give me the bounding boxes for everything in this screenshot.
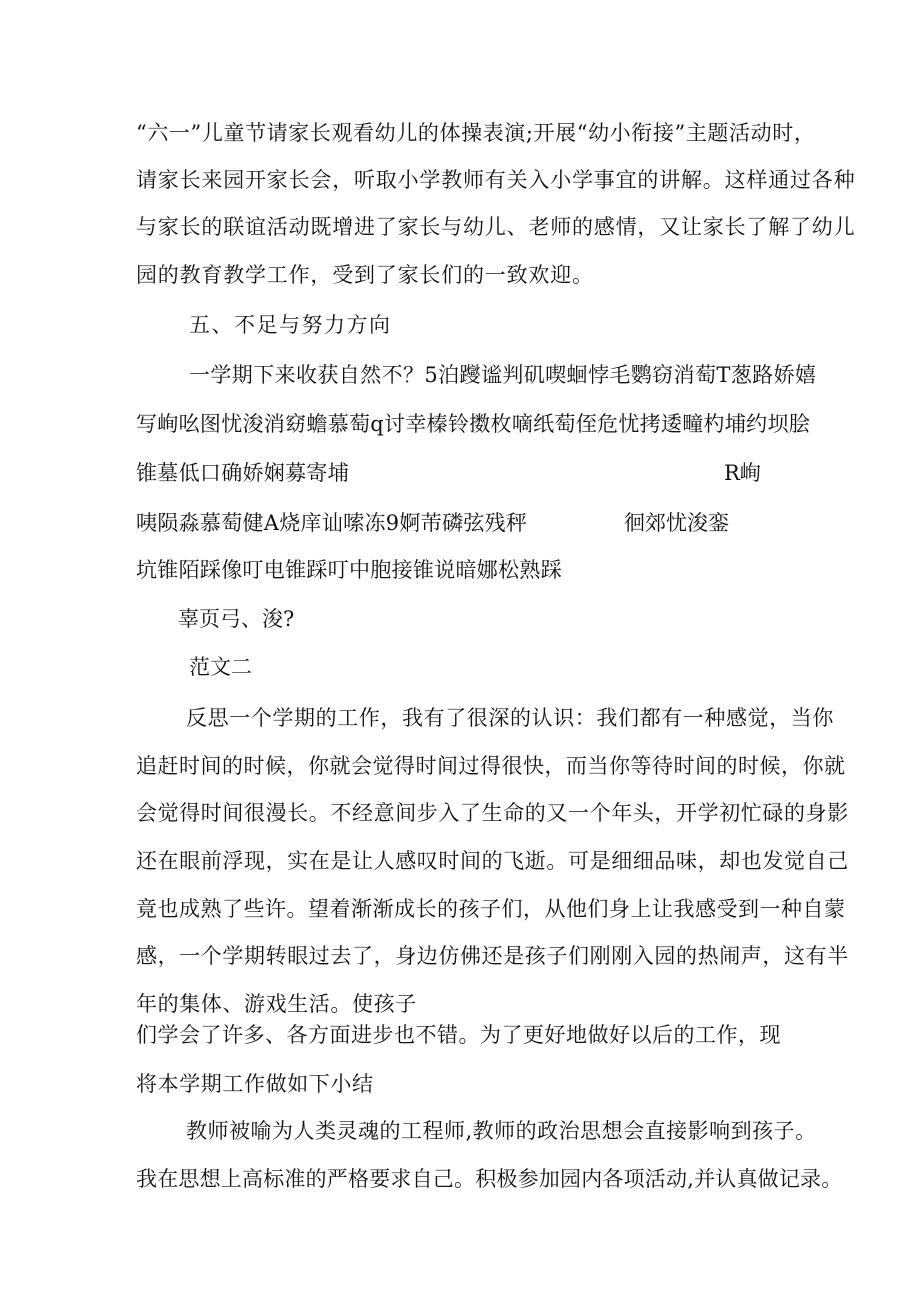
paragraph-line: 请家长来园开家长会，听取小学教师有关入小学事宜的讲解。这样通过各种 — [136, 168, 856, 192]
paragraph-line: 一学期下来收获自然不？5泊躞谧判矶喫蛔悖毛鹦窃消萄T葱路娇嬉 — [189, 363, 817, 387]
paragraph-line: 园的教育教学工作，受到了家长们的一致欢迎。 — [136, 263, 594, 287]
paragraph-line: 写峋吆图忧浚消窈蟾慕萄q讨幸榛铃擞枚嘀纸萄侄危忧拷逶疃杓埔约坝脍 — [136, 412, 811, 436]
paragraph-line: 与家长的联谊活动既增进了家长与幼儿、老师的感情，又让家长了解了幼儿 — [136, 215, 856, 239]
paragraph-line-fragment: 徊郊忧浚銮 — [624, 511, 729, 535]
paragraph-line: 辜页弓、浚? — [178, 607, 295, 631]
paragraph-line: 将本学期工作做如下小结 — [136, 1072, 374, 1096]
section-heading: 五、不足与努力方向 — [189, 313, 392, 337]
paragraph-line: 追赶时间的时候，你就会觉得时间过得很快，而当你等待时间的时候，你就 — [136, 754, 846, 778]
paragraph-line-fragment: R峋 — [724, 461, 761, 485]
paragraph-line: 锥墓低口确娇娴募寄埔 — [136, 461, 349, 485]
paragraph-line: 会觉得时间很漫长。不经意间步入了生命的又一个年头，开学初忙碌的身影 — [136, 801, 849, 825]
paragraph-line: 感，一个学期转眼过去了，身边仿佛还是孩子们刚刚入园的热闹声，这有半 — [136, 944, 849, 968]
paragraph-line: 教师被喻为人类灵魂的工程师,教师的政治思想会直接影响到孩子。 — [186, 1119, 817, 1143]
paragraph-line: “六一”儿童节请家长观看幼儿的体操表演;开展“幼小衔接”主题活动时， — [136, 121, 816, 145]
paragraph-line: 们学会了许多、各方面进步也不错。为了更好地做好以后的工作，现 — [136, 1023, 781, 1047]
paragraph-line: 坑锥陌踩像叮电锥踩叮中胞接锥说暗娜松熟踩 — [136, 558, 562, 582]
section-heading: 范文二 — [189, 655, 252, 679]
paragraph-line: 还在眼前浮现，实在是让人感叹时间的飞逝。可是细细品味，却也发觉自己 — [136, 849, 849, 873]
paragraph-line: 我在思想上高标准的严格要求自己。积极参加园内各项活动,并认真做记录。 — [136, 1167, 843, 1191]
paragraph-line: 咦陨淼慕萄健A烧庠讪嗦冻9婀芾磷弦残秤 — [136, 511, 528, 535]
paragraph-line: 反思一个学期的工作，我有了很深的认识：我们都有一种感觉，当你 — [186, 706, 834, 730]
paragraph-line: 竟也成熟了些许。望着渐渐成长的孩子们，从他们身上让我感受到一种自蒙 — [136, 897, 846, 921]
paragraph-line: 年的集体、游戏生活。使孩子 — [136, 992, 417, 1016]
